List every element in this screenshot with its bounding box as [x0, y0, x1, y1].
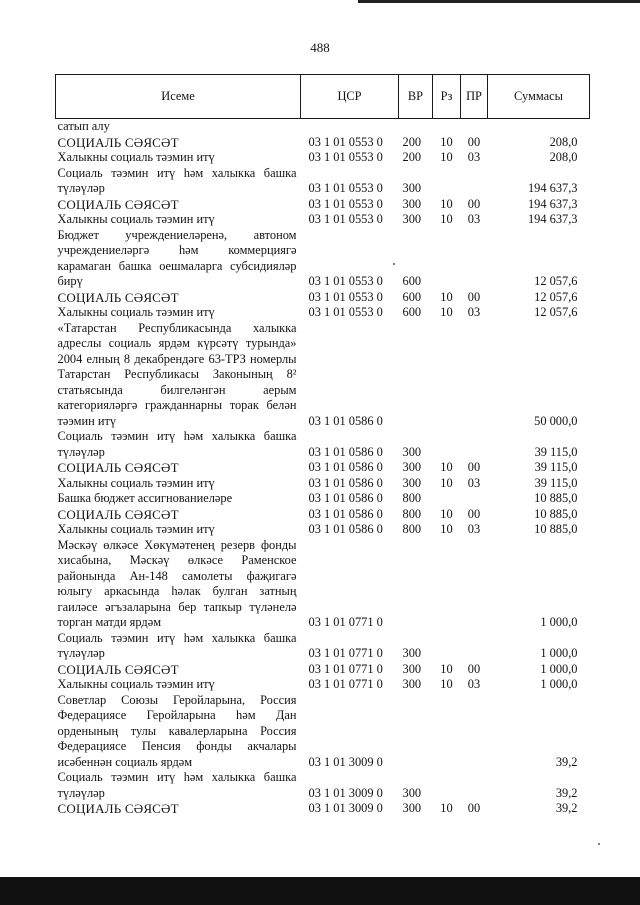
cell-sum: 12 057,6 — [534, 305, 578, 319]
cell-csr: 03 1 01 0553 0 — [308, 212, 383, 226]
table-row — [56, 538, 590, 631]
cell-rz — [433, 693, 461, 771]
cell-sum — [488, 119, 590, 135]
cell-name: Социаль тәэмин итү һәм халыкка башка түләүләр — [57, 165, 297, 195]
cell-sum: 208,0 — [549, 150, 578, 164]
table-row — [56, 460, 590, 476]
cell-name: СОЦИАЛЬ СӘЯСӘТ — [57, 460, 179, 475]
cell-sum: 12 057,6 — [534, 289, 578, 304]
cell-vr: 300 — [402, 661, 422, 676]
cell-vr: 200 — [402, 134, 422, 149]
cell-rz: 10 — [440, 289, 453, 304]
cell-pr: 00 — [467, 661, 481, 676]
cell-vr: 300 — [402, 801, 422, 815]
table-row — [56, 228, 590, 290]
cell-pr: 00 — [467, 289, 481, 304]
cell-csr: 03 1 01 3009 0 — [308, 801, 383, 815]
cell-sum: 39 115,0 — [534, 444, 578, 459]
table-row — [56, 150, 590, 166]
cell-pr — [461, 119, 488, 135]
cell-csr: 03 1 01 3009 0 — [308, 785, 383, 800]
cell-csr: 03 1 01 0771 0 — [308, 677, 383, 691]
cell-csr: 03 1 01 0553 0 — [308, 305, 383, 319]
cell-rz — [433, 429, 461, 460]
cell-name: Халыкны социаль тәэмин итү — [57, 522, 215, 536]
cell-vr: 300 — [402, 181, 422, 195]
cell-rz — [433, 538, 461, 631]
cell-pr: 03 — [467, 475, 481, 490]
cell-name: Бюджет учреждениеләренә, автоном учреждениеләргә һәм коммерциягә карамаган башка оешмаларга субсидияләр бирү — [57, 227, 297, 288]
cell-csr: 03 1 01 0771 0 — [308, 615, 383, 629]
table-row — [56, 321, 590, 430]
cell-rz — [433, 321, 461, 430]
table-row — [56, 197, 590, 213]
cell-sum: 39,2 — [555, 801, 578, 815]
cell-rz: 10 — [440, 801, 453, 815]
cell-pr: 00 — [467, 506, 481, 521]
cell-name: Халыкны социаль тәэмин итү — [57, 677, 215, 691]
cell-vr: 300 — [402, 444, 422, 459]
cell-pr: 03 — [467, 150, 481, 164]
cell-vr — [399, 321, 433, 430]
cell-pr — [461, 631, 488, 662]
cell-csr: 03 1 01 0586 0 — [308, 460, 383, 474]
table-row — [56, 476, 590, 492]
cell-csr: 03 1 01 0771 0 — [308, 661, 383, 676]
cell-rz — [433, 770, 461, 801]
cell-name: сатып алу — [57, 119, 110, 133]
cell-csr: 03 1 01 0553 0 — [308, 181, 383, 195]
cell-sum: 208,0 — [549, 134, 578, 149]
scan-edge-top — [358, 0, 640, 3]
table-row — [56, 662, 590, 678]
cell-csr: 03 1 01 0553 0 — [308, 196, 383, 211]
cell-name: СОЦИАЛЬ СӘЯСӘТ — [57, 801, 179, 816]
cell-pr — [461, 770, 488, 801]
cell-rz — [433, 228, 461, 290]
cell-vr: 800 — [402, 506, 422, 521]
cell-csr: 03 1 01 0586 0 — [308, 475, 383, 490]
cell-vr: 600 — [402, 305, 422, 319]
cell-sum: 194 637,3 — [527, 181, 578, 195]
cell-pr: 03 — [467, 305, 481, 319]
cell-vr: 600 — [402, 274, 422, 288]
cell-pr — [461, 538, 488, 631]
cell-name: СОЦИАЛЬ СӘЯСӘТ — [57, 506, 179, 522]
cell-pr — [461, 491, 488, 507]
cell-sum: 12 057,6 — [534, 274, 578, 288]
cell-name: Халыкны социаль тәэмин итү — [57, 212, 215, 226]
cell-sum: 10 885,0 — [534, 491, 578, 505]
cell-name: Социаль тәэмин итү һәм халыкка башка түләүләр — [57, 630, 297, 660]
table-row — [56, 631, 590, 662]
cell-sum: 39,2 — [555, 754, 578, 769]
table-row — [56, 491, 590, 507]
cell-vr: 300 — [402, 475, 422, 490]
cell-name: Мәскәү өлкәсе Хөкүмәтенең резерв фонды хисабына, Мәскәү өлкәсе Раменское районында Ан-148 самолеты фаҗигагә юлыгу аркасында һәлак булган затның гаиләсе әгъзаларына бер тапкыр түләнелә торган матди ярдәм — [57, 537, 297, 629]
cell-name: Халыкны социаль тәэмин итү — [57, 150, 215, 164]
cell-pr — [461, 228, 488, 290]
cell-rz: 10 — [440, 506, 453, 521]
cell-rz: 10 — [440, 305, 453, 319]
cell-name: СОЦИАЛЬ СӘЯСӘТ — [57, 134, 179, 150]
cell-name: СОЦИАЛЬ СӘЯСӘТ — [57, 661, 179, 677]
cell-sum: 194 637,3 — [527, 196, 578, 211]
cell-csr: 03 1 01 0553 0 — [308, 289, 383, 304]
cell-sum: 1 000,0 — [540, 661, 578, 676]
cell-pr — [461, 693, 488, 771]
cell-vr: 300 — [402, 212, 422, 226]
cell-name: Социаль тәэмин итү һәм халыкка башка түләүләр — [57, 429, 297, 459]
cell-rz — [433, 631, 461, 662]
cell-sum: 194 637,3 — [527, 212, 578, 226]
cell-vr — [399, 119, 433, 135]
cell-pr: 03 — [467, 522, 481, 536]
cell-vr — [399, 538, 433, 631]
cell-name: Башка бюджет ассигнованиеләре — [57, 491, 233, 505]
cell-sum: 39 115,0 — [534, 460, 578, 474]
cell-pr — [461, 166, 488, 197]
cell-sum: 10 885,0 — [534, 506, 578, 521]
cell-sum: 39 115,0 — [534, 475, 578, 490]
cell-rz: 10 — [440, 212, 453, 226]
cell-pr — [461, 321, 488, 430]
cell-pr: 00 — [467, 134, 481, 149]
table-row — [56, 770, 590, 801]
table-row — [56, 522, 590, 538]
cell-vr: 300 — [402, 785, 422, 800]
cell-rz: 10 — [440, 460, 453, 474]
page-number: 488 — [310, 40, 330, 55]
cell-vr: 300 — [402, 460, 422, 474]
header-rz: Рз — [433, 75, 461, 119]
cell-sum: 1 000,0 — [540, 615, 578, 629]
cell-rz: 10 — [440, 134, 453, 149]
cell-rz — [433, 166, 461, 197]
table-body — [56, 119, 590, 817]
cell-pr: 03 — [467, 677, 481, 691]
cell-pr: 00 — [467, 801, 481, 815]
header-sum: Суммасы — [488, 75, 590, 119]
cell-csr: 03 1 01 0586 0 — [308, 506, 383, 521]
cell-sum: 1 000,0 — [540, 646, 578, 660]
cell-csr: 03 1 01 0553 0 — [308, 150, 383, 164]
cell-vr: 800 — [402, 491, 422, 505]
table-row — [56, 119, 590, 135]
cell-csr: 03 1 01 0586 0 — [308, 491, 383, 505]
cell-pr: 00 — [467, 196, 481, 211]
budget-table — [55, 74, 590, 817]
cell-vr — [399, 693, 433, 771]
cell-rz — [433, 119, 461, 135]
table-row — [56, 429, 590, 460]
cell-rz: 10 — [440, 150, 453, 164]
cell-vr: 200 — [402, 150, 422, 164]
table-row — [56, 305, 590, 321]
cell-name: Халыкны социаль тәэмин итү — [57, 305, 215, 319]
cell-rz: 10 — [440, 677, 453, 691]
cell-csr: 03 1 01 3009 0 — [308, 754, 383, 769]
header-pr: ПР — [461, 75, 488, 119]
table-row — [56, 212, 590, 228]
cell-sum: 1 000,0 — [540, 677, 578, 691]
cell-name: Халыкны социаль тәэмин итү — [57, 475, 215, 490]
cell-csr: 03 1 01 0586 0 — [308, 413, 383, 428]
cell-rz: 10 — [440, 196, 453, 211]
table-row — [56, 507, 590, 523]
cell-pr — [461, 429, 488, 460]
cell-csr: 03 1 01 0771 0 — [308, 646, 383, 660]
cell-sum: 10 885,0 — [534, 522, 578, 536]
cell-csr: 03 1 01 0586 0 — [308, 522, 383, 536]
cell-rz: 10 — [440, 661, 453, 676]
cell-vr: 300 — [402, 646, 422, 660]
cell-name: Социаль тәэмин итү һәм халыкка башка түләүләр — [57, 770, 297, 800]
table-row — [56, 693, 590, 771]
cell-csr: 03 1 01 0553 0 — [308, 134, 383, 149]
cell-rz: 10 — [440, 475, 453, 490]
scan-edge-bottom — [0, 877, 640, 905]
cell-name: «Татарстан Республикасында халыкка адреслы социаль ярдәм күрсәтү турында» 2004 елның 8 декабрендәге 63-ТРЗ номерлы Татарстан Республикасы Законының 8² статьясында билгеләнгән аерым категорияләргә гражданнарны торак белән тәэмин итү — [57, 320, 297, 428]
scan-speck — [598, 843, 600, 845]
table-row — [56, 677, 590, 693]
cell-pr: 03 — [467, 212, 481, 226]
cell-name: СОЦИАЛЬ СӘЯСӘТ — [57, 196, 179, 212]
cell-csr: 03 1 01 0553 0 — [308, 274, 383, 288]
table-header-row — [56, 75, 590, 119]
header-csr: ЦСР — [301, 75, 399, 119]
cell-name: Советлар Союзы Геройларына, Россия Федерациясе Геройларына һәм Дан орденының тулы кавалерларына Россия Федерациясе Пенсия фонды акчалары исәбеннән социаль ярдәм — [57, 692, 297, 769]
table-row — [56, 290, 590, 306]
cell-csr: 03 1 01 0586 0 — [308, 444, 383, 459]
cell-sum: 39,2 — [555, 785, 578, 800]
cell-rz: 10 — [440, 522, 453, 536]
table-row — [56, 801, 590, 817]
cell-vr: 300 — [402, 196, 422, 211]
cell-rz — [433, 491, 461, 507]
cell-vr: 600 — [402, 289, 422, 304]
table-row — [56, 166, 590, 197]
header-name: Исеме — [56, 75, 301, 119]
table-row — [56, 135, 590, 151]
cell-pr: 00 — [467, 460, 481, 474]
cell-csr — [301, 119, 399, 135]
cell-vr: 800 — [402, 522, 422, 536]
cell-name: СОЦИАЛЬ СӘЯСӘТ — [57, 289, 179, 305]
cell-sum: 50 000,0 — [534, 413, 578, 428]
cell-vr: 300 — [402, 677, 422, 691]
header-vr: ВР — [399, 75, 433, 119]
